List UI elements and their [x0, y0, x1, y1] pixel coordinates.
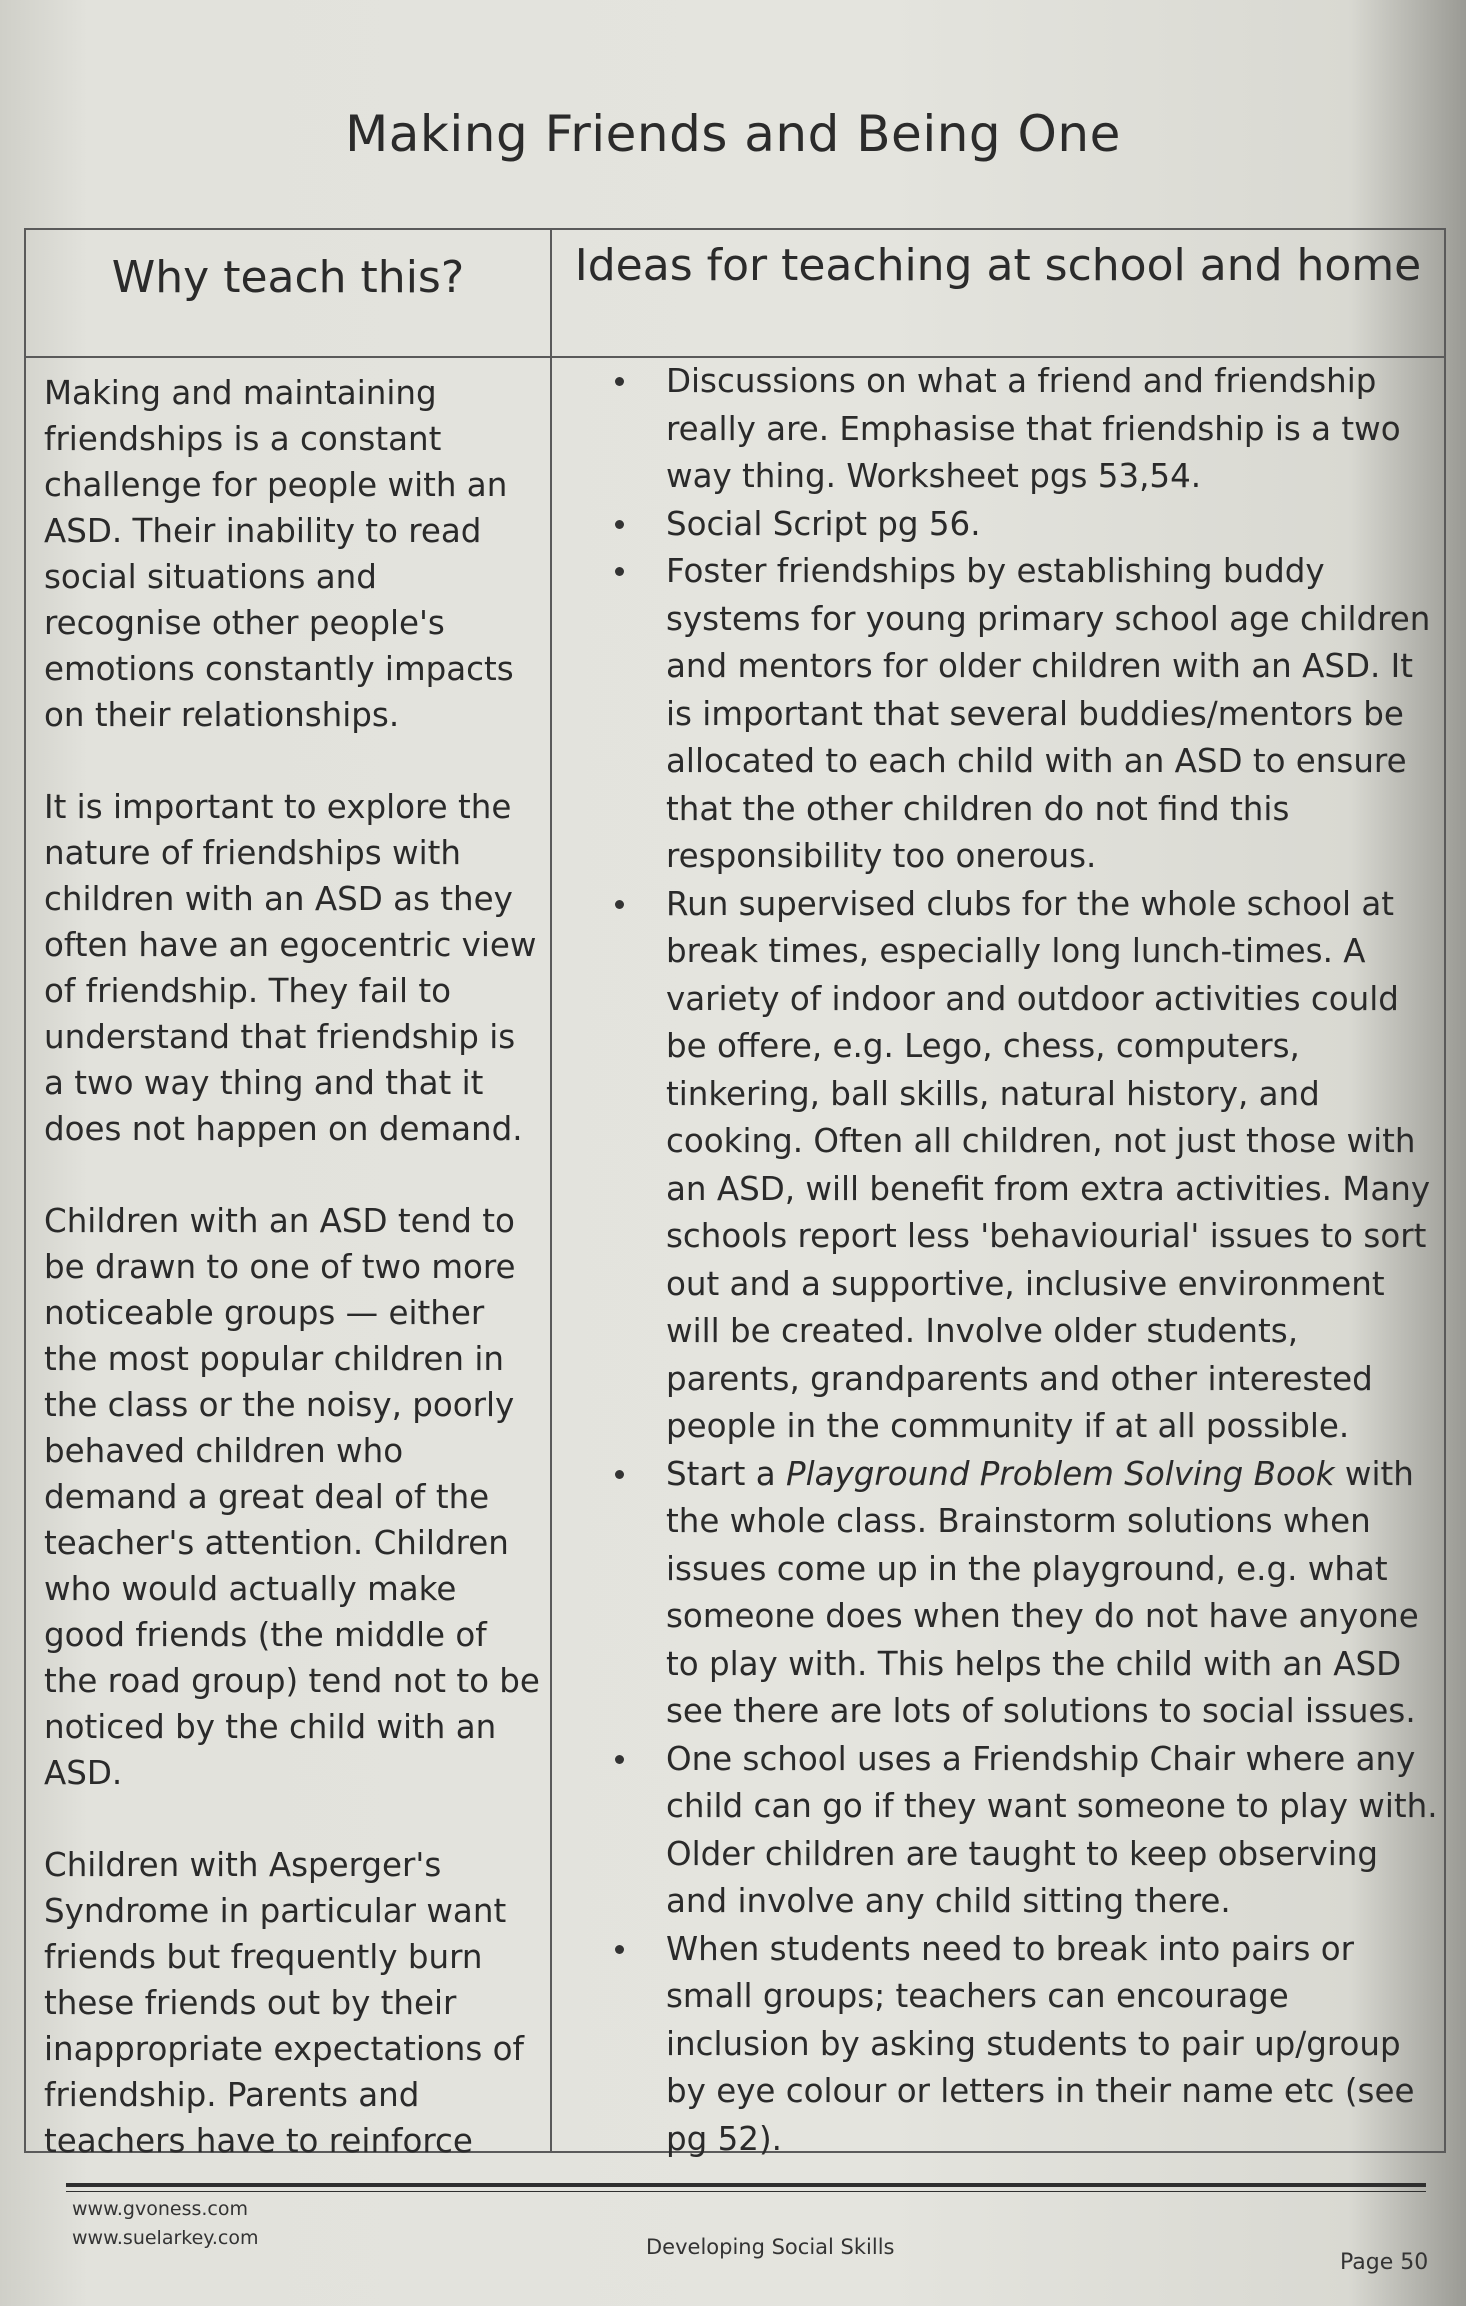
idea-item-1 — [582, 358, 1442, 501]
header-ideas: Ideas for teaching at school and home — [574, 240, 1422, 291]
footer-rule-thin — [66, 2191, 1426, 2192]
footer-urls — [72, 2195, 258, 2253]
page-title: Making Friends and Being One — [345, 105, 1121, 163]
bullet-icon — [615, 377, 624, 386]
idea-text-2: Social Script pg 56. — [666, 504, 981, 543]
footer-url-suelarkey: www.suelarkey.com — [72, 2227, 259, 2249]
bullet-icon — [615, 900, 624, 909]
idea-text-4: Run supervised clubs for the whole school at break times, especially long lunch-times. A variety of indoor and outdoor activities could be offere, e.g. Lego, chess, computers, tinkering, ball skills, natural history, and cooking. Often all children, not just those with an ASD, will benefit from extra activities. Many schools report less 'behaviourial' issues to sort out and a supportive, inclusive environment will be created. Involve older students, parents, grandparents and other interested people in the community if at all possible. — [666, 884, 1431, 1445]
footer-page-number: Page 50 — [1340, 2250, 1429, 2275]
idea-item-3 — [582, 548, 1442, 881]
footer-book-title: Developing Social Skills — [646, 2235, 895, 2259]
idea-item-7 — [582, 1926, 1442, 2164]
why-paragraph-1: Making and maintaining friendships is a constant challenge for people with an ASD. Their inability to read social situations and recognise other people's emotions constantly impacts on their relationships. — [44, 374, 514, 734]
ideas-column — [582, 358, 1442, 2163]
idea-item-4 — [582, 881, 1442, 1451]
footer-rule-thick — [66, 2183, 1426, 2187]
bullet-icon — [615, 1470, 624, 1479]
bullet-icon — [615, 567, 624, 576]
idea-item-5 — [582, 1451, 1442, 1736]
idea-text-1: Discussions on what a friend and friendship really are. Emphasise that friendship is a two way thing. Worksheet pgs 53,54. — [666, 362, 1401, 495]
why-paragraph-2: It is important to explore the nature of friendships with children with an ASD as they often have an egocentric view of friendship. They fail to understand that friendship is a two way thing and that it does not happen on demand. — [44, 788, 537, 1148]
content-table — [24, 228, 1446, 2160]
bullet-icon — [615, 1945, 624, 1954]
bullet-icon — [615, 520, 624, 529]
why-paragraph-4: Children with Asperger's Syndrome in particular want friends but frequently burn these friends out by their inappropriate expectations of friendship. Parents and teachers have to reinforce — [44, 1846, 524, 2160]
bullet-icon — [615, 1755, 624, 1764]
idea-text-3: Foster friendships by establishing buddy systems for young primary school age children and mentors for older children with an ASD. It is important that several buddies/mentors be allocated to each child with an ASD to ensure that the other children do not find this responsibility too onerous. — [666, 552, 1431, 875]
column-divider — [550, 230, 552, 2151]
why-paragraph-3: Children with an ASD tend to be drawn to one of two more noticeable groups — either the most popular children in the class or the noisy, poorly behaved children who demand a great deal of the teacher's attention. Children who would actually make good friends (the middle of the road group) tend not to be noticed by the child with an ASD. — [44, 1202, 540, 1792]
header-why-teach: Why teach this? — [111, 252, 465, 303]
why-teach-column — [44, 370, 544, 2210]
idea-item-6 — [582, 1736, 1442, 1926]
idea-text-5: with the whole class. Brainstorm solutions when issues come up in the playground, e.g. what someone does when they do not have anyone to play with. This helps the child with an ASD see there are lots of solutions to social issues. — [666, 1454, 1419, 1730]
idea-text-5-book-title: Playground Problem Solving Book — [785, 1454, 1335, 1493]
idea-text-5-lead: Start a — [666, 1454, 786, 1493]
idea-text-6: One school uses a Friendship Chair where any child can go if they want someone to play with. Older children are taught to keep observing and involve any child sitting there. — [666, 1739, 1438, 1920]
idea-item-2 — [582, 501, 1442, 549]
footer-url-gvoness: www.gvoness.com — [72, 2198, 248, 2220]
ideas-list — [582, 358, 1442, 2163]
idea-text-7: When students need to break into pairs or small groups; teachers can encourage inclusion by asking students to pair up/group by eye colour or letters in their name etc (see pg 52). — [666, 1929, 1415, 2158]
